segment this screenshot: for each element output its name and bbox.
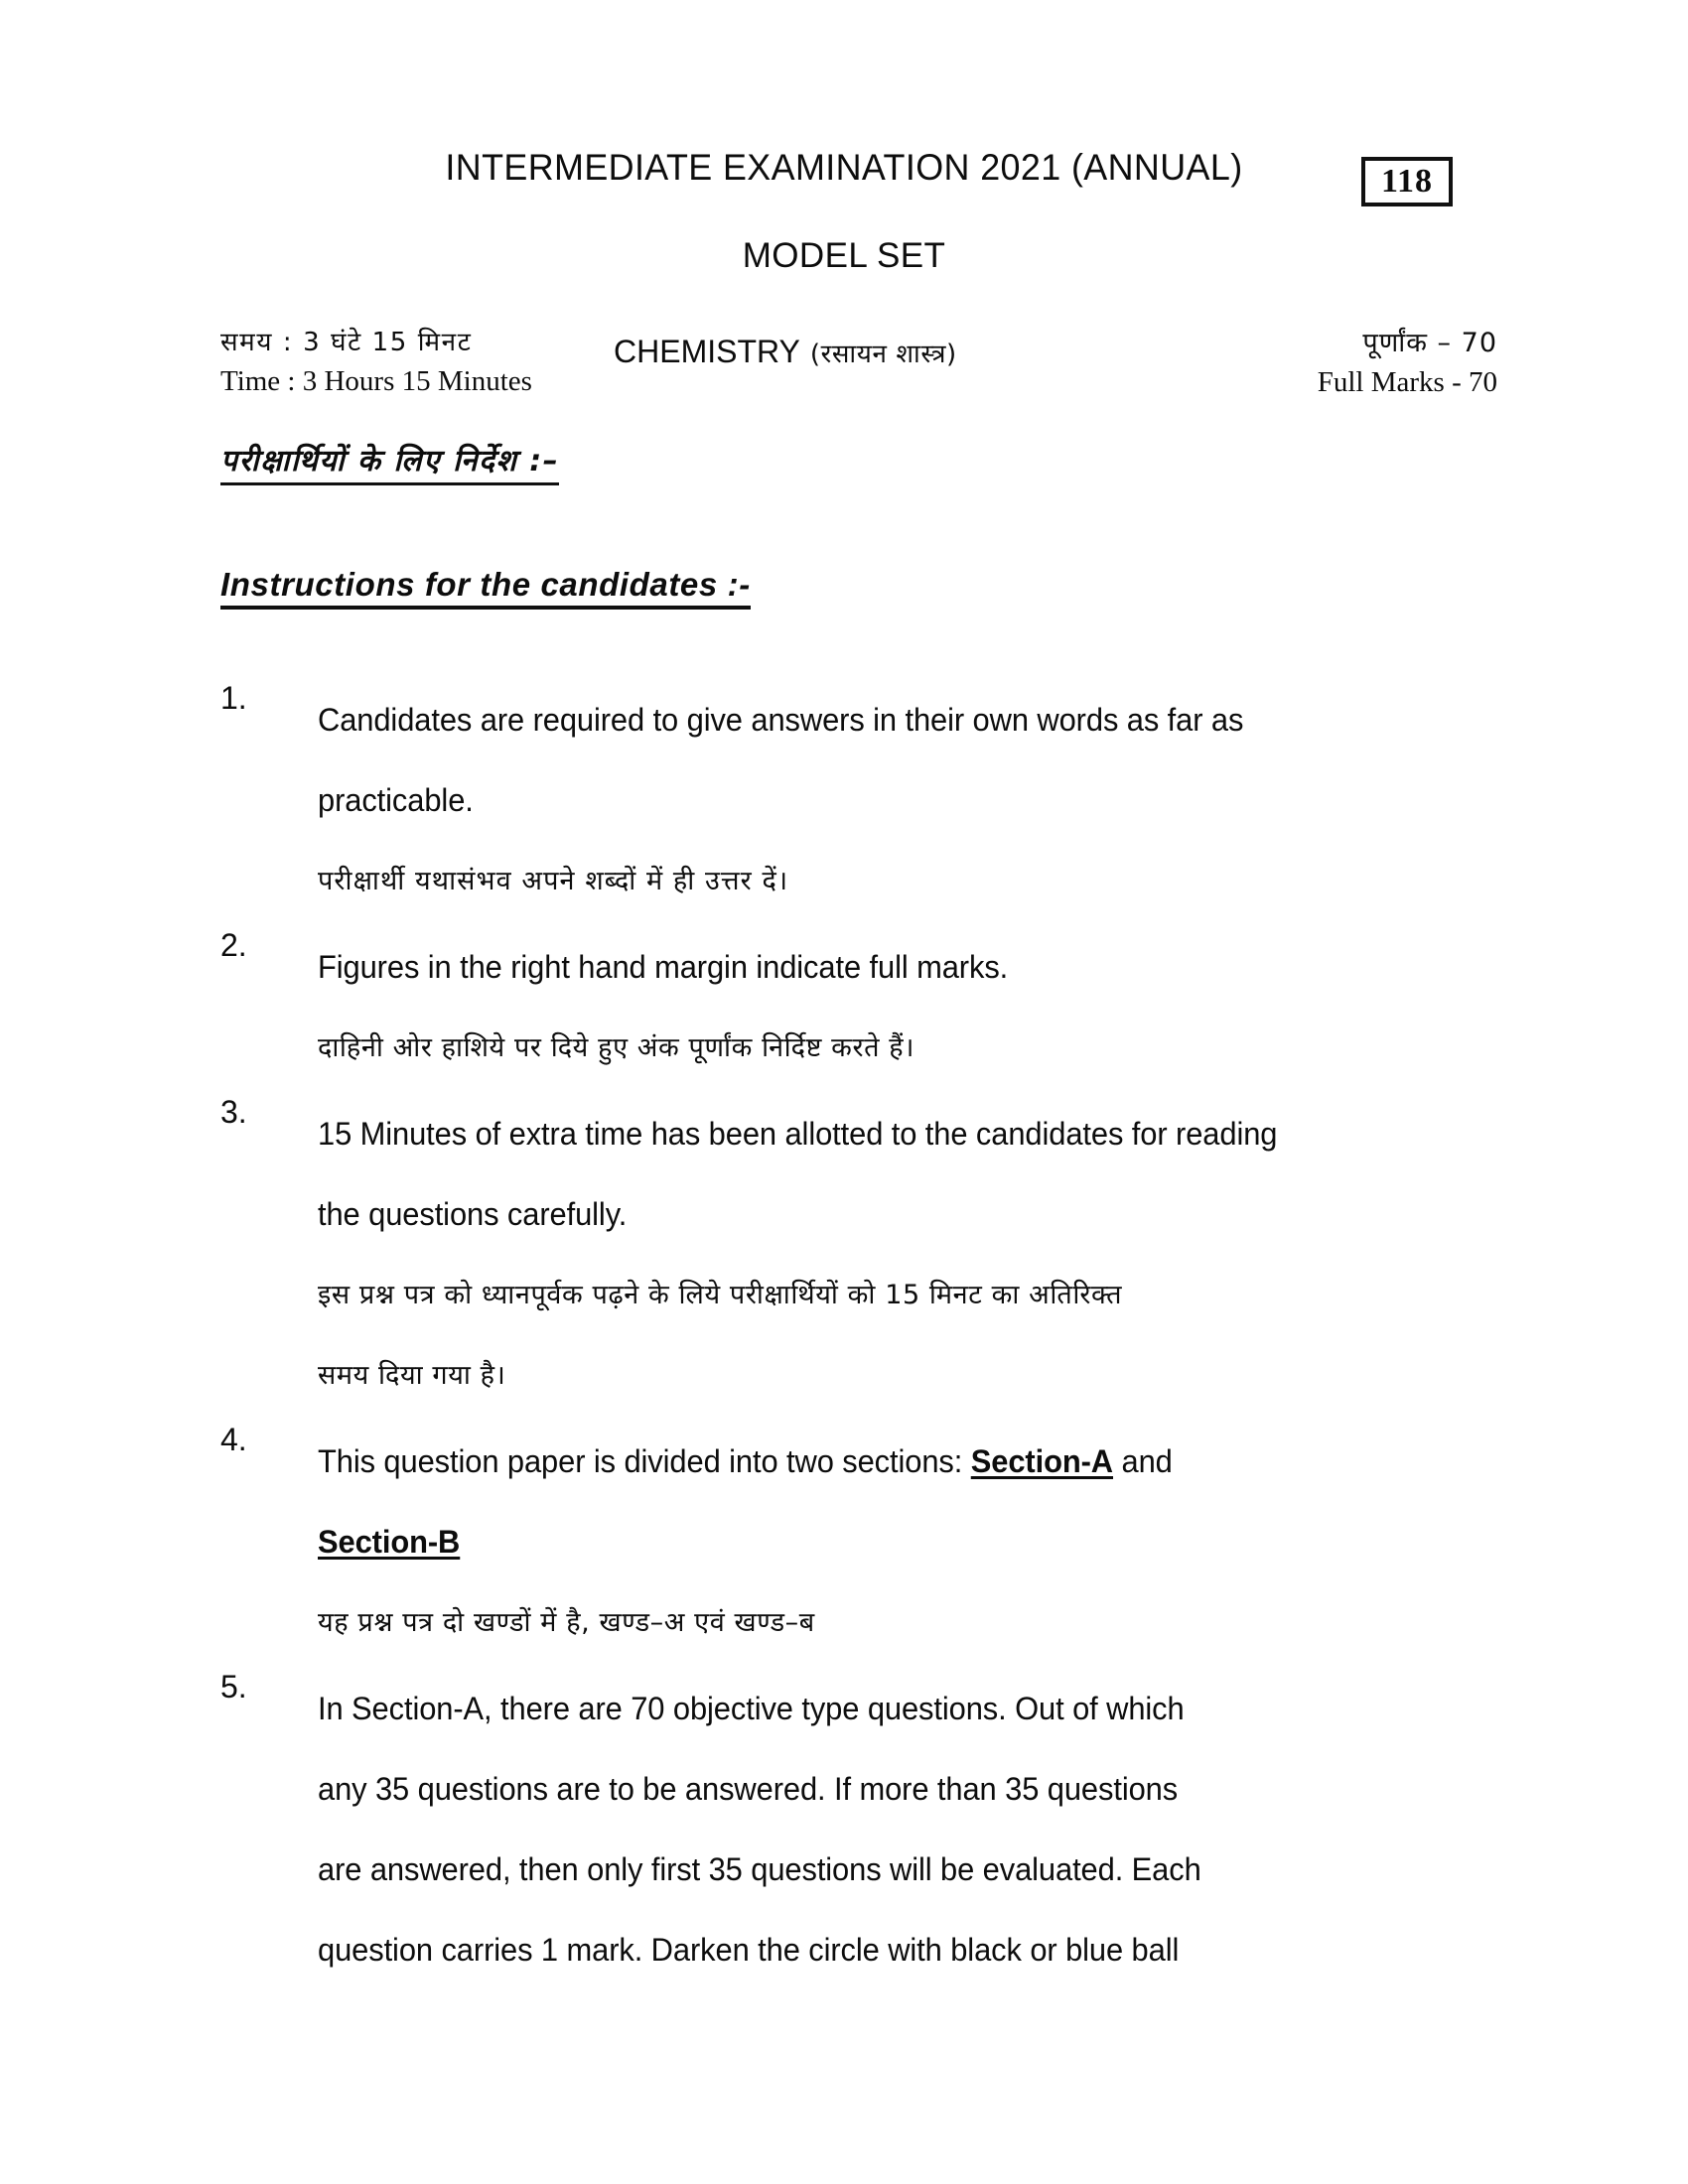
instruction-english-text: 15 Minutes of extra time has been allotted to the candidates for reading	[318, 1116, 1278, 1152]
instruction-english-line	[318, 1174, 1501, 1255]
instruction-english-line	[318, 760, 1501, 841]
time-english: Time : 3 Hours 15 Minutes	[220, 364, 532, 397]
subject-english: CHEMISTRY	[614, 334, 800, 369]
instruction-item	[220, 927, 1501, 1088]
section-b-ref: Section-B	[318, 1524, 461, 1560]
time-block	[220, 328, 532, 398]
paper-code-text: 118	[1380, 163, 1434, 200]
full-marks-hindi: पूर्णांक – 70	[1362, 328, 1497, 358]
instruction-hindi-line: दाहिनी ओर हाशिये पर दिये हुए अंक पूर्णांक निर्दिष्ट करते हैं।	[318, 1032, 915, 1063]
instruction-english-text: Figures in the right hand margin indicate full marks.	[318, 949, 1009, 985]
instruction-hindi-line: इस प्रश्न पत्र को ध्यानपूर्वक पढ़ने के लिये परीक्षार्थियों को 15 मिनट का अतिरिक्त	[318, 1280, 1123, 1310]
instruction-english-line	[318, 1502, 1501, 1582]
instruction-number: 3.	[220, 1094, 247, 1130]
instruction-number: 5.	[220, 1669, 247, 1705]
instructions-list	[220, 680, 1501, 1996]
instruction-english-text: In Section-A, there are 70 objective type questions. Out of which	[318, 1691, 1185, 1726]
instruction-item	[220, 1094, 1501, 1416]
instruction-english-text: Candidates are required to give answers in their own words as far as	[318, 702, 1244, 738]
instruction-english-line	[318, 1669, 1501, 1749]
instruction-item	[220, 1669, 1501, 1990]
full-marks-block	[1318, 328, 1497, 399]
instruction-english-line	[318, 1749, 1501, 1830]
instruction-english-line	[318, 1094, 1501, 1174]
instruction-item	[220, 1422, 1501, 1663]
instruction-english-text: This question paper is divided into two sections:	[318, 1443, 971, 1479]
instruction-english-line	[318, 680, 1501, 760]
section-a-ref: Section-A	[970, 1443, 1114, 1479]
instructions-heading-hindi: परीक्षार्थियों के लिए निर्देश :–	[220, 439, 559, 485]
exam-title-text: INTERMEDIATE EXAMINATION 2021 (ANNUAL)	[445, 147, 1243, 188]
instruction-english-line	[318, 1910, 1501, 1990]
instruction-english-line	[318, 1422, 1501, 1502]
subject-block	[614, 334, 957, 370]
instruction-number: 2.	[220, 927, 247, 963]
instruction-english-text: are answered, then only first 35 questions will be evaluated. Each	[318, 1851, 1201, 1887]
instruction-english-text: and	[1113, 1443, 1173, 1479]
time-hindi: समय : 3 घंटे 15 मिनट	[220, 328, 473, 357]
instruction-number: 4.	[220, 1422, 247, 1457]
full-marks-english: Full Marks - 70	[1317, 365, 1497, 398]
subject-hindi: (रसायन शास्त्र)	[809, 340, 957, 369]
paper-code-box	[1361, 157, 1453, 206]
model-set-text: MODEL SET	[742, 236, 946, 275]
instruction-english-text: the questions carefully.	[318, 1196, 628, 1232]
instruction-hindi-line: यह प्रश्न पत्र दो खण्डों में है, खण्ड–अ एवं खण्ड–ब	[318, 1607, 815, 1638]
instruction-item	[220, 680, 1501, 921]
model-set-label	[0, 236, 1688, 276]
instruction-english-text: any 35 questions are to be answered. If more than 35 questions	[318, 1771, 1179, 1807]
instruction-number: 1.	[220, 680, 247, 716]
instruction-hindi-line: समय दिया गया है।	[318, 1360, 506, 1391]
instruction-hindi-line: परीक्षार्थी यथासंभव अपने शब्दों में ही उत्तर दें।	[318, 866, 789, 896]
instruction-english-text: question carries 1 mark. Darken the circle with black or blue ball	[318, 1932, 1180, 1968]
instruction-english-line	[318, 927, 1501, 1008]
instructions-heading-english: Instructions for the candidates :-	[220, 566, 751, 610]
instruction-english-line	[318, 1830, 1501, 1910]
instruction-english-text: practicable.	[318, 782, 474, 818]
